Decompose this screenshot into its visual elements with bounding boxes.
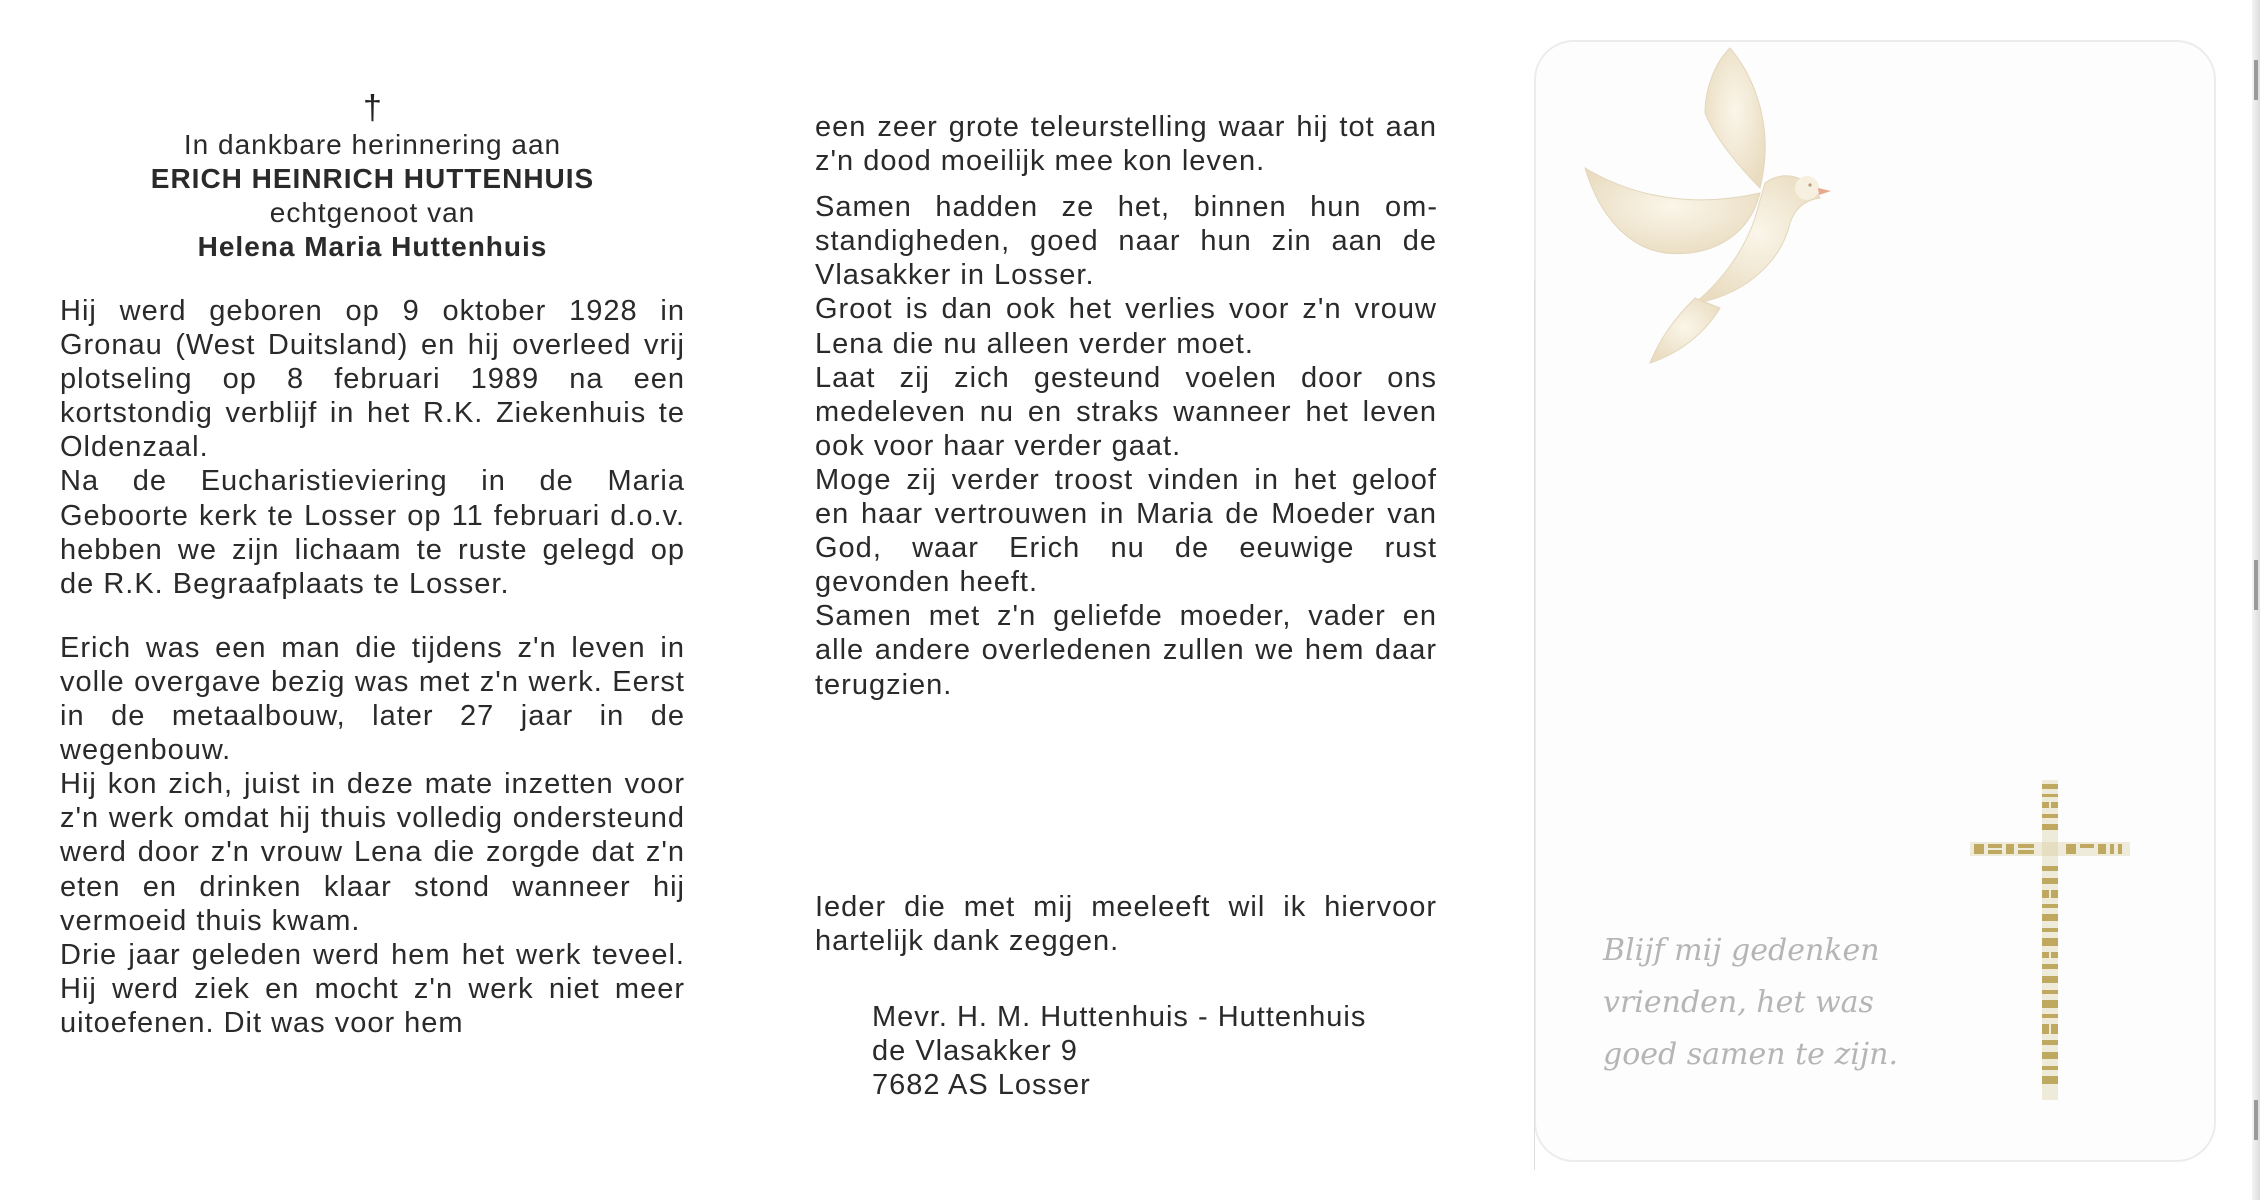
scan-mark — [2254, 60, 2258, 100]
middle-column — [815, 110, 1437, 958]
paragraph-faith: Moge zij verder troost vinden in het geloof en haar vertrouwen in Maria de Moeder van God, waar Erich nu de eeuwige rust gevonden heeft. — [815, 463, 1437, 599]
signature-city: 7682 AS Losser — [872, 1069, 1091, 1101]
quote-line: Blijf mij gedenken — [1603, 933, 1880, 968]
paragraph-support-wife: Laat zij zich gesteund voelen door ons medeleven nu en straks wanneer het leven ook voor haar verder gaat. — [815, 361, 1437, 462]
paragraph-support: Hij kon zich, juist in deze mate inzetten voor z'n werk omdat hij thuis volledig ondersteund werd door z'n vrouw Lena die zorgde dat z'n eten en drinken klaar stond wanneer hij vermoeid thuis kwam. — [60, 768, 685, 937]
signature-block — [872, 1000, 1366, 1102]
card-left-edge — [1534, 280, 1535, 1170]
scan-mark — [2254, 1100, 2258, 1140]
quote-line: goed samen te zijn. — [1603, 1037, 1899, 1072]
signature-street: de Vlasakker 9 — [872, 1035, 1078, 1067]
deceased-name: ERICH HEINRICH HUTTENHUIS — [150, 163, 595, 194]
paragraph-funeral: Na de Eucharistieviering in de Maria Geboorte kerk te Losser op 11 februari d.o.v. hebben we zijn lichaam te ruste gelegd op de R.K. Begraafplaats te Losser. — [60, 465, 685, 600]
paragraph-thanks: Ieder die met mij meeleeft wil ik hiervoor hartelijk dank zeggen. — [815, 890, 1437, 957]
gold-cross-icon — [1970, 780, 2130, 1100]
paragraph-birth-death: Hij werd geboren op 9 oktober 1928 in Gronau (West Duitsland) en hij overleed vrij plotseling op 8 februari 1989 na een kortstondig verblijf in het R.K. Ziekenhuis te Oldenzaal. — [60, 295, 685, 464]
paragraph-work: Erich was een man die tijdens z'n leven in volle overgave bezig was met z'n werk. Eerst in de metaalbouw, later 27 jaar in de wegenbouw. — [60, 631, 685, 767]
remembrance-line: In dankbare herinnering aan — [183, 129, 562, 160]
paragraph-reunion: Samen met z'n geliefde moeder, vader en alle andere overledenen zullen we hem daar terugzien. — [815, 600, 1437, 701]
relation-line: echtgenoot van — [269, 197, 476, 228]
card-quote — [1603, 925, 1923, 1081]
paragraph-disappointment: een zeer grote teleurstelling waar hij tot aan z'n dood moeilijk mee kon leven. — [815, 111, 1437, 178]
paragraph-illness: Drie jaar geleden werd hem het werk teveel. Hij werd ziek en mocht z'n werk niet meer uitoefenen. Dit was voor hem — [60, 938, 685, 1039]
scan-mark — [2254, 560, 2258, 610]
dove-icon — [1555, 18, 1855, 378]
signature-name: Mevr. H. M. Huttenhuis - Huttenhuis — [872, 1001, 1367, 1033]
spouse-name: Helena Maria Huttenhuis — [197, 231, 548, 262]
paragraph-together: Samen hadden ze het, binnen hun omstandigheden, goed naar hun zin aan de Vlasakker in Losser. — [815, 191, 1437, 292]
paragraph-loss: Groot is dan ook het verlies voor z'n vrouw Lena die nu alleen verder moet. — [815, 293, 1437, 360]
cross-symbol: † — [363, 89, 382, 127]
quote-line: vrienden, het was — [1603, 985, 1874, 1020]
left-column — [60, 88, 685, 1040]
